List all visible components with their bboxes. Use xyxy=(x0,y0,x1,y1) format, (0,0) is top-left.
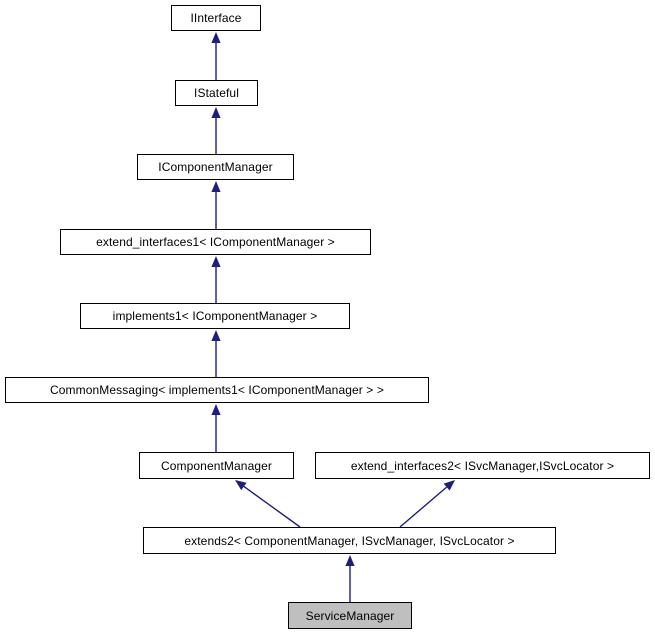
class-node-label: IComponentManager xyxy=(158,160,273,174)
arrowhead-extend_interfaces1-to-icomponentmanager xyxy=(211,181,220,192)
arrowhead-extends2-to-componentmanager xyxy=(235,480,247,490)
class-node-label: ComponentManager xyxy=(160,458,272,473)
class-node-extend_interfaces1[interactable] xyxy=(60,229,371,255)
class-node-label: implements1< IComponentManager > xyxy=(112,309,318,323)
class-node-label: CommonMessaging< implements1< IComponentManager > > xyxy=(50,383,384,397)
class-node-label: IStateful xyxy=(194,86,239,100)
class-node-istateful[interactable] xyxy=(175,80,258,106)
class-node-iinterface[interactable] xyxy=(171,5,261,31)
edge-extends2-to-extend_interfaces2 xyxy=(400,487,447,527)
class-node-implements1[interactable] xyxy=(80,303,350,329)
class-node-label: extends2< ComponentManager, ISvcManager, ISvcLocator > xyxy=(184,533,515,548)
class-node-extends2[interactable] xyxy=(143,527,556,554)
arrowhead-extends2-to-extend_interfaces2 xyxy=(444,480,455,491)
arrowhead-icomponentmanager-to-istateful xyxy=(211,107,220,118)
class-node-label: IInterface xyxy=(190,11,242,25)
class-node-label: extend_interfaces1< IComponentManager > xyxy=(96,235,335,249)
class-node-label: extend_interfaces2< ISvcManager,ISvcLocator > xyxy=(350,458,615,473)
arrowhead-commonmessaging-to-implements1 xyxy=(211,330,220,341)
arrowhead-implements1-to-extend_interfaces1 xyxy=(211,256,220,267)
edge-extends2-to-componentmanager xyxy=(244,486,300,527)
class-node-label: ServiceManager xyxy=(305,608,395,623)
class-node-commonmessaging[interactable] xyxy=(5,377,429,403)
class-node-icomponentmanager[interactable] xyxy=(137,154,294,180)
arrowhead-servicemanager-to-extends2 xyxy=(345,555,354,566)
arrowhead-componentmanager-to-commonmessaging xyxy=(211,404,220,415)
class-node-componentmanager[interactable] xyxy=(139,452,294,479)
arrowhead-istateful-to-iinterface xyxy=(211,32,220,43)
class-node-extend_interfaces2[interactable] xyxy=(315,452,650,479)
class-node-servicemanager[interactable] xyxy=(288,602,412,629)
